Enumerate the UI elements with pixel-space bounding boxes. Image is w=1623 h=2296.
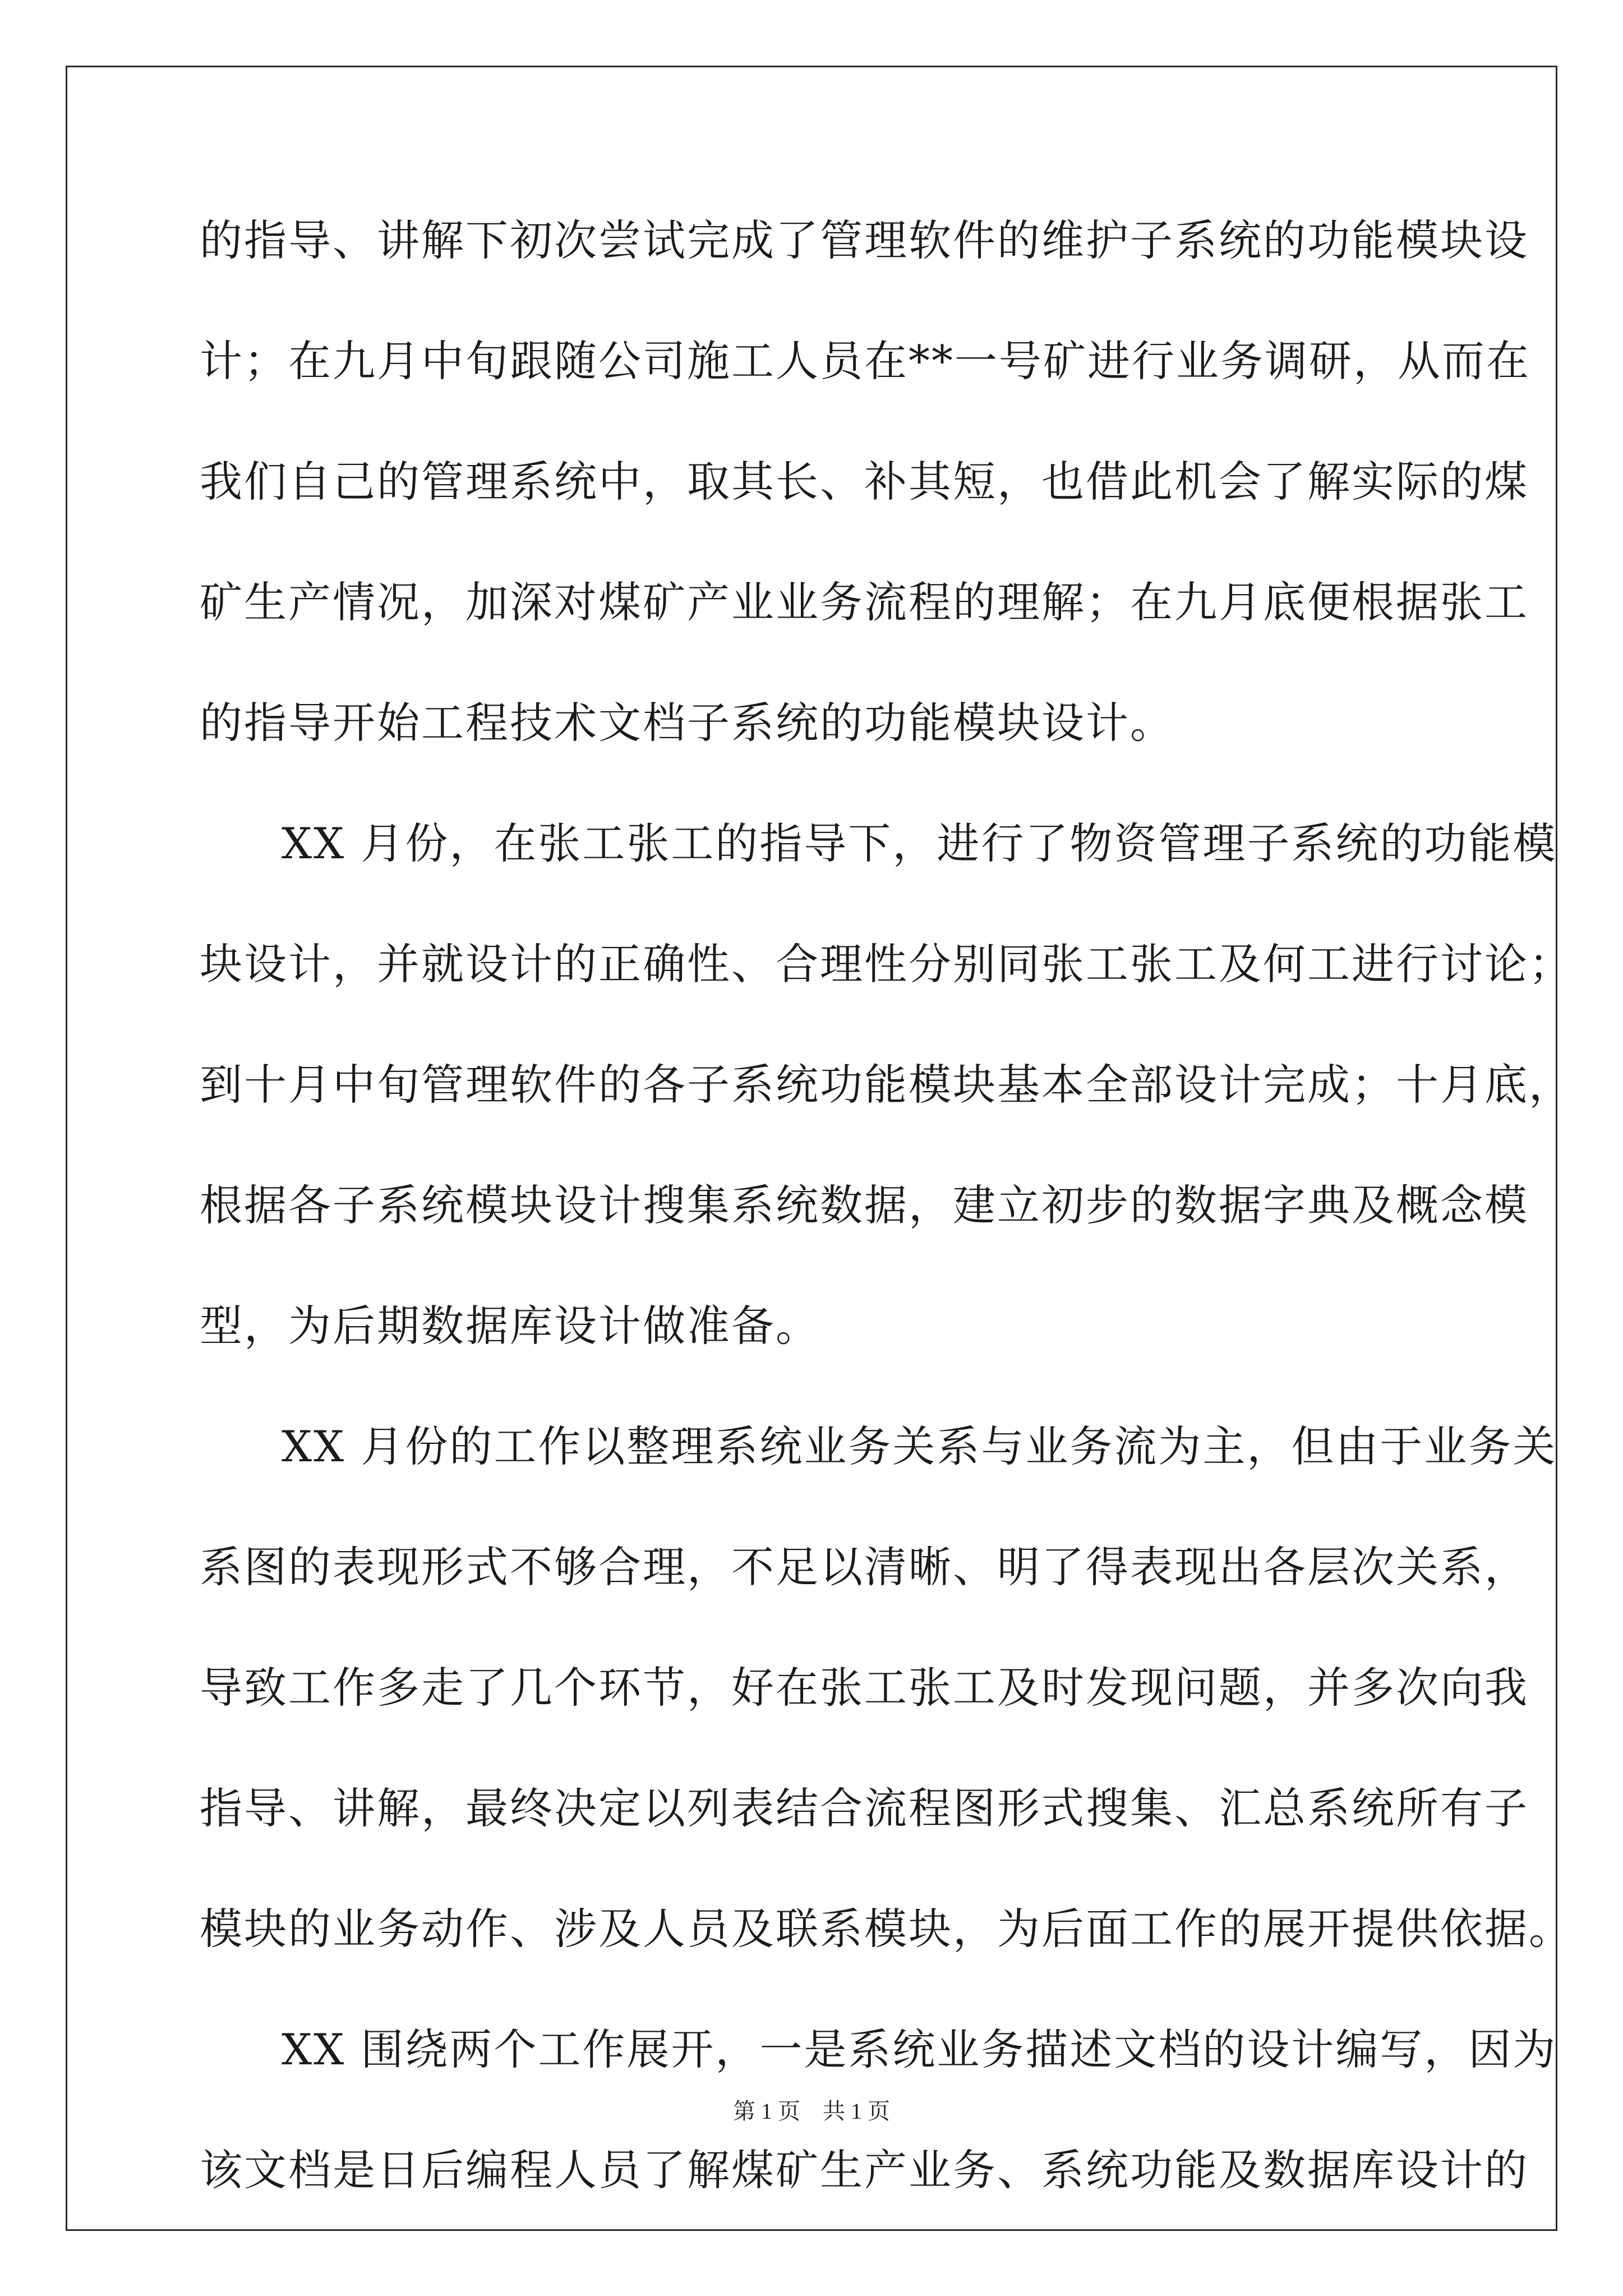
text-line: 的指导、讲解下初次尝试完成了管理软件的维护子系统的功能模块设 [200, 215, 1529, 265]
text-line: 导致工作多走了几个环节，好在张工张工及时发现问题，并多次向我 [200, 1663, 1529, 1713]
paragraph-first-line: XX 月份的工作以整理系统业务关系与业务流为主，但由于业务关 [282, 1421, 1557, 1471]
paragraph-first-line: XX 月份，在张工张工的指导下，进行了物资管理子系统的功能模 [282, 818, 1557, 868]
text-line: 矿生产情况，加深对煤矿产业业务流程的理解；在九月底便根据张工 [200, 577, 1529, 627]
document-body [200, 213, 1573, 2263]
text-line: 的指导开始工程技术文档子系统的功能模块设计。 [200, 698, 1174, 748]
text-line: 指导、讲解，最终决定以列表结合流程图形式搜集、汇总系统所有子 [200, 1783, 1529, 1833]
text-line: 模块的业务动作、涉及人员及联系模块，为后面工作的展开提供依据。 [200, 1904, 1573, 1954]
page-total: 共 1 页 [823, 2099, 890, 2124]
page-footer [0, 2093, 1623, 2125]
text-line: 该文档是日后编程人员了解煤矿生产业务、系统功能及数据库设计的 [200, 2145, 1529, 2195]
text-line: 计；在九月中旬跟随公司施工人员在**一号矿进行业务调研，从而在 [200, 336, 1530, 386]
text-line: 到十月中旬管理软件的各子系统功能模块基本全部设计完成；十月底， [200, 1060, 1573, 1110]
paragraph-first-line: XX 围绕两个工作展开，一是系统业务描述文档的设计编写，因为 [282, 2024, 1557, 2074]
text-line: 块设计，并就设计的正确性、合理性分别同张工张工及何工进行讨论； [200, 939, 1573, 989]
text-line: 我们自己的管理系统中，取其长、补其短，也借此机会了解实际的煤 [200, 457, 1529, 507]
text-line: 系图的表现形式不够合理，不足以清晰、明了得表现出各层次关系， [200, 1542, 1529, 1592]
page-number: 第 1 页 [733, 2099, 800, 2124]
text-line: 型，为后期数据库设计做准备。 [200, 1301, 820, 1351]
text-line: 根据各子系统模块设计搜集系统数据，建立初步的数据字典及概念模 [200, 1180, 1529, 1230]
